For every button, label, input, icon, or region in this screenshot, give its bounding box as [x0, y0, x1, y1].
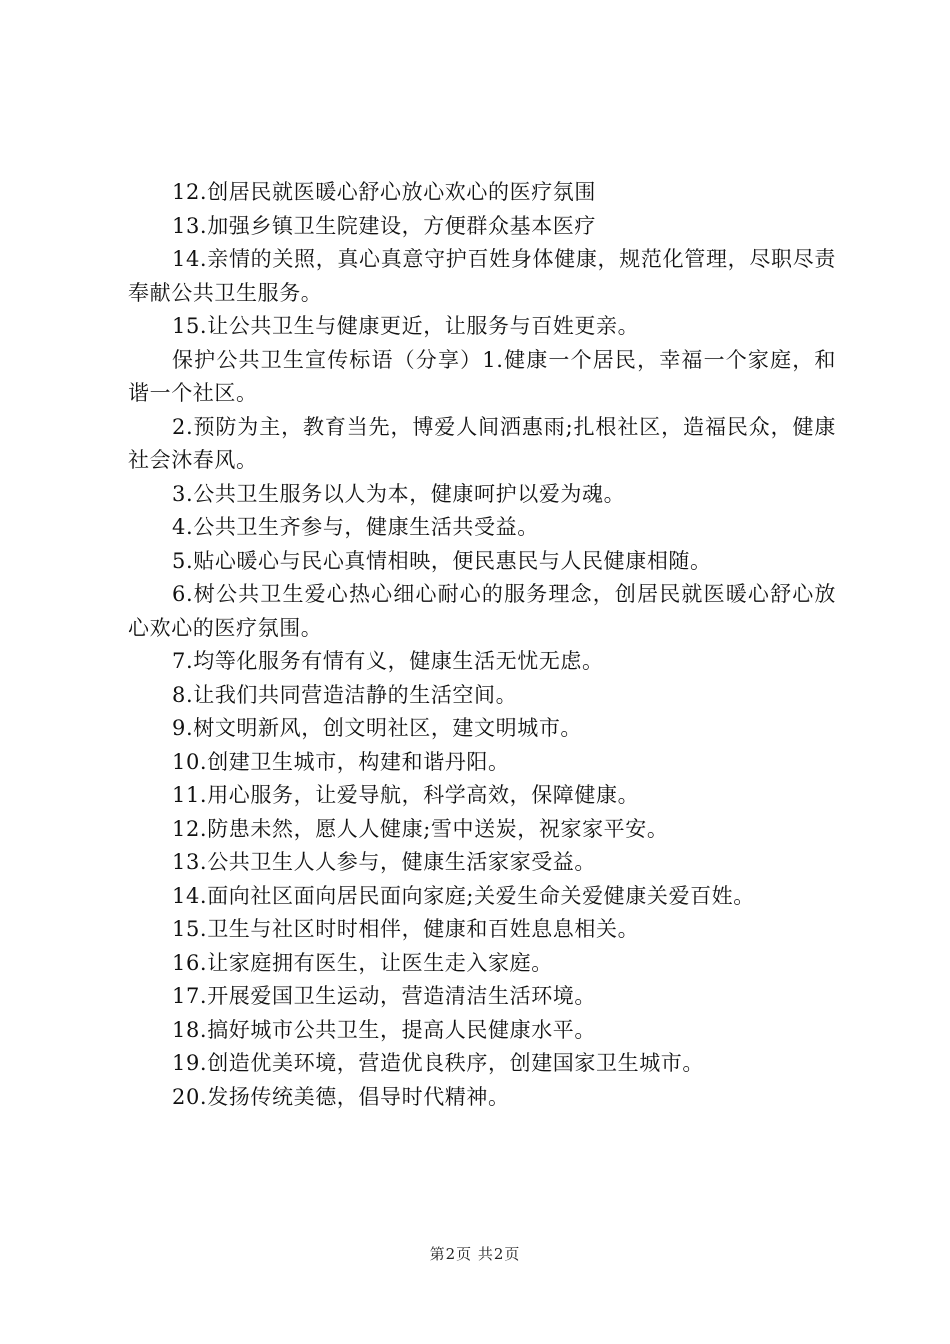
paragraph: 13.公共卫生人人参与，健康生活家家受益。	[172, 850, 596, 874]
paragraph: 14.面向社区面向居民面向家庭;关爱生命关爱健康关爱百姓。	[172, 883, 755, 908]
paragraph: 17.开展爱国卫生运动，营造清洁生活环境。	[172, 984, 596, 1008]
paragraph: 10.创建卫生城市，构建和谐丹阳。	[172, 749, 510, 774]
paragraph: 14.亲情的关照，真心真意守护百姓身体健康，规范化管理，尽职尽责奉献公共卫生服务。	[128, 247, 836, 305]
paragraph: 19.创造优美环境，营造优良秩序，创建国家卫生城市。	[172, 1051, 704, 1075]
page-number-footer: 第2页 共2页	[429, 1245, 521, 1263]
paragraph: 15.让公共卫生与健康更近，让服务与百姓更亲。	[172, 314, 640, 338]
paragraph: 18.搞好城市公共卫生，提高人民健康水平。	[172, 1017, 596, 1042]
document-body	[128, 176, 836, 1114]
paragraph: 20.发扬传统美德，倡导时代精神。	[172, 1084, 510, 1109]
paragraph: 5.贴心暖心与民心真情相映，便民惠民与人民健康相随。	[172, 548, 712, 573]
paragraph: 4.公共卫生齐参与，健康生活共受益。	[172, 515, 539, 539]
paragraph: 7.均等化服务有情有义，健康生活无忧无虑。	[172, 649, 604, 673]
paragraph: 6.树公共卫生爱心热心细心耐心的服务理念，创居民就医暖心舒心放心欢心的医疗氛围。	[128, 582, 836, 640]
paragraph: 8.让我们共同营造洁静的生活空间。	[172, 682, 518, 707]
paragraph: 保护公共卫生宣传标语（分享）1.健康一个居民，幸福一个家庭，和谐一个社区。	[128, 347, 836, 405]
paragraph: 3.公共卫生服务以人为本，健康呵护以爱为魂。	[172, 481, 626, 506]
paragraph: 16.让家庭拥有医生，让医生走入家庭。	[172, 950, 553, 975]
paragraph: 11.用心服务，让爱导航，科学高效，保障健康。	[172, 783, 640, 807]
paragraph: 15.卫生与社区时时相伴，健康和百姓息息相关。	[172, 917, 640, 941]
paragraph: 13.加强乡镇卫生院建设，方便群众基本医疗	[172, 213, 596, 238]
paragraph: 12.防患未然，愿人人健康;雪中送炭，祝家家平安。	[172, 816, 669, 841]
paragraph: 2.预防为主，教育当先，博爱人间洒惠雨;扎根社区，造福民众，健康社会沐春风。	[128, 414, 836, 472]
paragraph: 9.树文明新风，创文明社区，建文明城市。	[172, 716, 583, 740]
paragraph: 12.创居民就医暖心舒心放心欢心的医疗氛围	[172, 180, 596, 204]
